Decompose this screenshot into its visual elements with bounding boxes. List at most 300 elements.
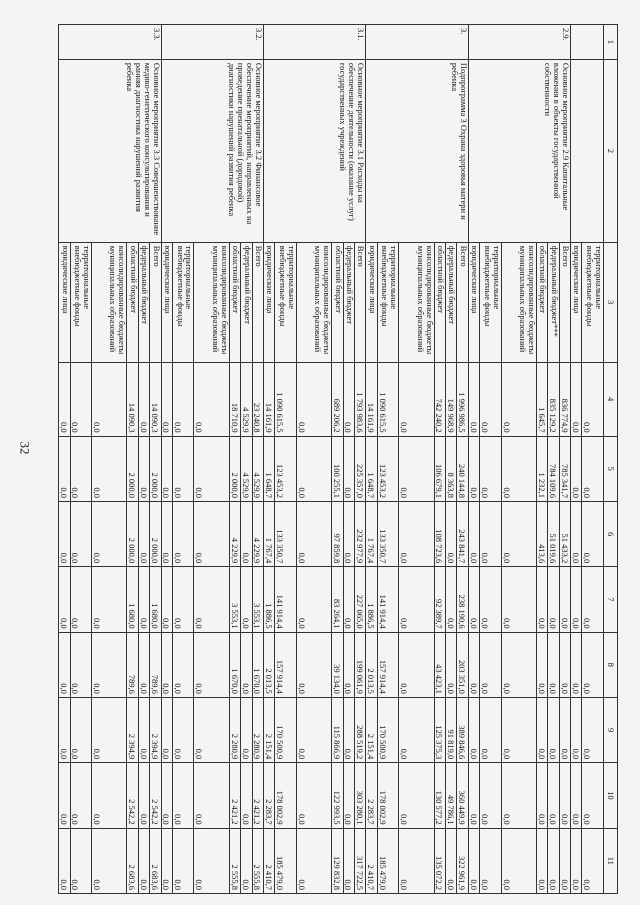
- funding-source: юридические лица: [366, 242, 377, 362]
- amount-cell: 178 002,9: [275, 763, 297, 828]
- amount-cell: 141 914,4: [377, 567, 399, 632]
- amount-cell: 0,0: [138, 436, 149, 501]
- funding-source: юридические лица: [468, 242, 479, 362]
- section-title: Основное мероприятие 2.9 Капитальные вложения в объекты государственной собственности: [468, 59, 570, 242]
- amount-cell: 238 190,6: [457, 567, 468, 632]
- funding-source: территориальные внебюджетные фонды: [582, 242, 604, 362]
- amount-cell: 0,0: [480, 632, 502, 697]
- amount-cell: 14 161,9: [263, 362, 274, 436]
- section-title: Подпрограмма 3 Охрана здоровья матери и ребенка: [366, 59, 468, 242]
- amount-cell: 0,0: [138, 632, 149, 697]
- amount-cell: 129 832,8: [332, 828, 343, 893]
- amount-cell: 0,0: [59, 828, 71, 893]
- funding-source: федеральный бюджет: [138, 242, 149, 362]
- funding-source: областной бюджет: [536, 242, 547, 362]
- amount-cell: 0,0: [161, 763, 172, 828]
- amount-cell: 360 449,9: [457, 763, 468, 828]
- amount-cell: 0,0: [501, 697, 536, 762]
- amount-cell: 0,0: [172, 632, 194, 697]
- amount-cell: 0,0: [582, 436, 604, 501]
- amount-cell: 0,0: [59, 501, 71, 566]
- amount-cell: 97 859,8: [332, 501, 343, 566]
- amount-cell: 0,0: [445, 567, 456, 632]
- amount-cell: 0,0: [161, 632, 172, 697]
- amount-cell: 2 421,2: [252, 763, 263, 828]
- section-number: 3.1.: [263, 25, 365, 60]
- funding-source: Всего: [150, 242, 161, 362]
- amount-cell: 1 886,5: [366, 567, 377, 632]
- amount-cell: 170 500,9: [275, 697, 297, 762]
- table-row: [150, 25, 161, 894]
- amount-cell: 0,0: [172, 436, 194, 501]
- amount-cell: 0,0: [343, 697, 354, 762]
- column-header: 5: [604, 436, 618, 501]
- amount-cell: 0,0: [582, 697, 604, 762]
- amount-cell: 0,0: [536, 567, 547, 632]
- amount-cell: 2 394,9: [150, 697, 161, 762]
- amount-cell: 0,0: [468, 763, 479, 828]
- amount-cell: 2 683,6: [150, 828, 161, 893]
- amount-cell: 0,0: [296, 567, 331, 632]
- section-number: 3.: [366, 25, 468, 60]
- amount-cell: 92 389,7: [434, 567, 445, 632]
- amount-cell: 178 002,9: [377, 763, 399, 828]
- amount-cell: 0,0: [138, 362, 149, 436]
- amount-cell: 1 232,1: [536, 436, 547, 501]
- amount-cell: 0,0: [194, 501, 229, 566]
- funding-source: территориальные внебюджетные фонды: [377, 242, 399, 362]
- amount-cell: 0,0: [480, 697, 502, 762]
- amount-cell: 2 394,9: [127, 697, 138, 762]
- amount-cell: 835 129,2: [548, 362, 559, 436]
- amount-cell: 91 819,0: [445, 697, 456, 762]
- amount-cell: 4 229,9: [252, 501, 263, 566]
- amount-cell: 0,0: [161, 567, 172, 632]
- amount-cell: 0,0: [559, 697, 570, 762]
- amount-cell: 0,0: [172, 501, 194, 566]
- amount-cell: 0,0: [399, 567, 434, 632]
- amount-cell: 0,0: [172, 828, 194, 893]
- amount-cell: 232 977,9: [354, 501, 365, 566]
- amount-cell: 0,0: [343, 567, 354, 632]
- funding-source: консолидированные бюджеты муниципальных образований: [296, 242, 331, 362]
- amount-cell: 0,0: [582, 828, 604, 893]
- amount-cell: 1 886,5: [263, 567, 274, 632]
- amount-cell: 0,0: [548, 828, 559, 893]
- amount-cell: 0,0: [501, 567, 536, 632]
- section-title: Основное мероприятие 3.2 Финансовое обеспечение мероприятий, направленных на проведение пренатальной (дородовой) диагностики нарушений развития ребенка: [161, 59, 263, 242]
- amount-cell: 2 542,2: [127, 763, 138, 828]
- amount-cell: 0,0: [161, 436, 172, 501]
- funding-source: федеральный бюджет: [445, 242, 456, 362]
- amount-cell: 1 680,0: [150, 567, 161, 632]
- amount-cell: 0,0: [59, 697, 71, 762]
- amount-cell: 2 000,0: [150, 436, 161, 501]
- funding-source: федеральный бюджет: [241, 242, 252, 362]
- amount-cell: 2 280,9: [229, 697, 240, 762]
- amount-cell: 108 723,6: [434, 501, 445, 566]
- amount-cell: 130 577,2: [434, 763, 445, 828]
- amount-cell: 288 519,2: [354, 697, 365, 762]
- amount-cell: 2 283,7: [263, 763, 274, 828]
- amount-cell: 0,0: [480, 362, 502, 436]
- amount-cell: 0,0: [399, 632, 434, 697]
- amount-cell: 0,0: [548, 567, 559, 632]
- amount-cell: 742 240,2: [434, 362, 445, 436]
- amount-cell: 14 090,3: [150, 362, 161, 436]
- amount-cell: 0,0: [296, 763, 331, 828]
- amount-cell: 785 341,7: [559, 436, 570, 501]
- amount-cell: 0,0: [343, 362, 354, 436]
- column-header: 9: [604, 697, 618, 762]
- amount-cell: 1 793 983,6: [354, 362, 365, 436]
- amount-cell: 0,0: [241, 763, 252, 828]
- amount-cell: 413,6: [536, 501, 547, 566]
- amount-cell: 2 000,0: [229, 436, 240, 501]
- funding-source: территориальные внебюджетные фонды: [70, 242, 92, 362]
- amount-cell: 0,0: [548, 632, 559, 697]
- amount-cell: 0,0: [70, 697, 92, 762]
- amount-cell: 0,0: [296, 697, 331, 762]
- funding-source: юридические лица: [161, 242, 172, 362]
- amount-cell: 0,0: [138, 567, 149, 632]
- funding-source: территориальные внебюджетные фонды: [480, 242, 502, 362]
- section-number: [571, 25, 604, 60]
- amount-cell: 0,0: [571, 828, 582, 893]
- table-row: [457, 25, 468, 894]
- funding-source: консолидированные бюджеты муниципальных образований: [501, 242, 536, 362]
- table-row: [559, 25, 570, 894]
- amount-cell: 2 283,7: [366, 763, 377, 828]
- amount-cell: 3 553,1: [252, 567, 263, 632]
- amount-cell: 1 090 615,5: [377, 362, 399, 436]
- funding-source: консолидированные бюджеты муниципальных образований: [194, 242, 229, 362]
- funding-source: областной бюджет: [229, 242, 240, 362]
- column-header: 1: [604, 25, 618, 60]
- amount-cell: 0,0: [343, 436, 354, 501]
- funding-source: Всего: [559, 242, 570, 362]
- amount-cell: 0,0: [559, 632, 570, 697]
- amount-cell: 0,0: [571, 763, 582, 828]
- amount-cell: 0,0: [70, 763, 92, 828]
- column-number-row: [604, 25, 618, 894]
- rotated-table-container: [58, 24, 618, 894]
- amount-cell: 0,0: [468, 501, 479, 566]
- amount-cell: 1 648,7: [263, 436, 274, 501]
- column-header: 6: [604, 501, 618, 566]
- amount-cell: 8 363,8: [445, 436, 456, 501]
- amount-cell: 3 553,1: [229, 567, 240, 632]
- amount-cell: 2 555,8: [229, 828, 240, 893]
- amount-cell: 0,0: [138, 763, 149, 828]
- amount-cell: 0,0: [241, 501, 252, 566]
- amount-cell: 4 529,9: [241, 362, 252, 436]
- amount-cell: 2 555,8: [252, 828, 263, 893]
- amount-cell: 14 090,3: [127, 362, 138, 436]
- amount-cell: 0,0: [70, 828, 92, 893]
- amount-cell: 2 013,5: [263, 632, 274, 697]
- amount-cell: 0,0: [161, 828, 172, 893]
- amount-cell: 0,0: [92, 567, 127, 632]
- amount-cell: 317 722,5: [354, 828, 365, 893]
- amount-cell: 0,0: [161, 362, 172, 436]
- amount-cell: 0,0: [468, 632, 479, 697]
- amount-cell: 0,0: [70, 501, 92, 566]
- amount-cell: 0,0: [501, 436, 536, 501]
- amount-cell: 0,0: [480, 763, 502, 828]
- amount-cell: 0,0: [559, 763, 570, 828]
- amount-cell: 0,0: [343, 763, 354, 828]
- amount-cell: 0,0: [582, 632, 604, 697]
- amount-cell: 0,0: [468, 362, 479, 436]
- amount-cell: 2 280,9: [252, 697, 263, 762]
- amount-cell: 185 479,0: [377, 828, 399, 893]
- amount-cell: 4 529,9: [241, 436, 252, 501]
- amount-cell: 0,0: [582, 501, 604, 566]
- amount-cell: 0,0: [571, 362, 582, 436]
- amount-cell: 1 767,4: [366, 501, 377, 566]
- amount-cell: 0,0: [92, 828, 127, 893]
- amount-cell: 0,0: [138, 501, 149, 566]
- amount-cell: 43 423,1: [434, 632, 445, 697]
- amount-cell: 0,0: [501, 763, 536, 828]
- amount-cell: 0,0: [241, 567, 252, 632]
- amount-cell: 1 090 615,5: [275, 362, 297, 436]
- amount-cell: 0,0: [241, 632, 252, 697]
- page-number: 32: [17, 441, 33, 455]
- funding-source: федеральный бюджет: [343, 242, 354, 362]
- funding-source: консолидированные бюджеты муниципальных образований: [399, 242, 434, 362]
- amount-cell: 0,0: [343, 828, 354, 893]
- amount-cell: 0,0: [468, 828, 479, 893]
- amount-cell: 4 529,9: [252, 436, 263, 501]
- amount-cell: 0,0: [194, 763, 229, 828]
- column-header: 11: [604, 828, 618, 893]
- amount-cell: 0,0: [571, 697, 582, 762]
- table-body: [59, 25, 604, 894]
- amount-cell: 51 433,2: [559, 501, 570, 566]
- amount-cell: 149 968,9: [445, 362, 456, 436]
- amount-cell: 2 421,2: [229, 763, 240, 828]
- amount-cell: 2 000,0: [150, 501, 161, 566]
- amount-cell: 0,0: [92, 763, 127, 828]
- amount-cell: 1 645,7: [536, 362, 547, 436]
- amount-cell: 185 479,0: [275, 828, 297, 893]
- amount-cell: 0,0: [59, 436, 71, 501]
- amount-cell: 0,0: [59, 763, 71, 828]
- amount-cell: 0,0: [172, 567, 194, 632]
- amount-cell: 243 841,7: [457, 501, 468, 566]
- amount-cell: 170 500,9: [377, 697, 399, 762]
- amount-cell: 0,0: [92, 362, 127, 436]
- amount-cell: 0,0: [296, 632, 331, 697]
- amount-cell: 122 993,5: [332, 763, 343, 828]
- amount-cell: 199 061,9: [354, 632, 365, 697]
- amount-cell: 0,0: [582, 362, 604, 436]
- amount-cell: 784 109,6: [548, 436, 559, 501]
- funding-source: юридические лица: [263, 242, 274, 362]
- amount-cell: 1 996 986,5: [457, 362, 468, 436]
- amount-cell: 0,0: [194, 436, 229, 501]
- funding-source: областной бюджет: [434, 242, 445, 362]
- column-header: 7: [604, 567, 618, 632]
- amount-cell: 1 670,0: [229, 632, 240, 697]
- column-header: 2: [604, 59, 618, 242]
- amount-cell: 125 375,3: [434, 697, 445, 762]
- amount-cell: 789,6: [150, 632, 161, 697]
- amount-cell: 39 134,0: [332, 632, 343, 697]
- amount-cell: 135 072,2: [434, 828, 445, 893]
- amount-cell: 0,0: [92, 697, 127, 762]
- amount-cell: 0,0: [536, 697, 547, 762]
- amount-cell: 133 350,7: [377, 501, 399, 566]
- amount-cell: 0,0: [92, 436, 127, 501]
- funding-source: областной бюджет: [332, 242, 343, 362]
- amount-cell: 157 914,4: [275, 632, 297, 697]
- amount-cell: 0,0: [571, 567, 582, 632]
- funding-source: территориальные внебюджетные фонды: [275, 242, 297, 362]
- section-number: 2.9.: [468, 25, 570, 60]
- amount-cell: 0,0: [172, 697, 194, 762]
- amount-cell: 0,0: [138, 828, 149, 893]
- amount-cell: 2 683,6: [127, 828, 138, 893]
- amount-cell: 18 710,9: [229, 362, 240, 436]
- amount-cell: 0,0: [194, 567, 229, 632]
- funding-source: консолидированные бюджеты муниципальных образований: [92, 242, 127, 362]
- amount-cell: 49 786,1: [445, 763, 456, 828]
- amount-cell: 1 670,0: [252, 632, 263, 697]
- amount-cell: 203 351,0: [457, 632, 468, 697]
- amount-cell: 0,0: [501, 362, 536, 436]
- amount-cell: 133 350,7: [275, 501, 297, 566]
- amount-cell: 123 453,2: [377, 436, 399, 501]
- amount-cell: 1 767,4: [263, 501, 274, 566]
- amount-cell: 0,0: [241, 828, 252, 893]
- amount-cell: 0,0: [92, 501, 127, 566]
- amount-cell: 1 648,7: [366, 436, 377, 501]
- column-header: 3: [604, 242, 618, 362]
- amount-cell: 303 280,1: [354, 763, 365, 828]
- amount-cell: 4 229,9: [229, 501, 240, 566]
- amount-cell: 0,0: [161, 501, 172, 566]
- amount-cell: 0,0: [536, 632, 547, 697]
- amount-cell: 2 542,2: [150, 763, 161, 828]
- amount-cell: 0,0: [582, 567, 604, 632]
- funding-source: федеральный бюджет***: [548, 242, 559, 362]
- amount-cell: 123 453,2: [275, 436, 297, 501]
- amount-cell: 0,0: [399, 828, 434, 893]
- amount-cell: 0,0: [559, 828, 570, 893]
- amount-cell: 0,0: [399, 697, 434, 762]
- amount-cell: 0,0: [399, 436, 434, 501]
- amount-cell: 141 914,4: [275, 567, 297, 632]
- funding-source: областной бюджет: [127, 242, 138, 362]
- column-header: 8: [604, 632, 618, 697]
- funding-source: Всего: [457, 242, 468, 362]
- amount-cell: 322 961,9: [457, 828, 468, 893]
- amount-cell: 0,0: [501, 501, 536, 566]
- amount-cell: 115 866,9: [332, 697, 343, 762]
- amount-cell: 389 846,6: [457, 697, 468, 762]
- amount-cell: 83 264,1: [332, 567, 343, 632]
- amount-cell: 51 019,6: [548, 501, 559, 566]
- amount-cell: 0,0: [70, 436, 92, 501]
- amount-cell: 0,0: [399, 362, 434, 436]
- section-number: 3.2.: [161, 25, 263, 60]
- amount-cell: 689 206,2: [332, 362, 343, 436]
- amount-cell: 0,0: [161, 697, 172, 762]
- funding-source: территориальные внебюджетные фонды: [172, 242, 194, 362]
- amount-cell: 0,0: [296, 436, 331, 501]
- funding-source: юридические лица: [571, 242, 582, 362]
- amount-cell: 789,6: [127, 632, 138, 697]
- column-header: 10: [604, 763, 618, 828]
- amount-cell: 0,0: [571, 632, 582, 697]
- amount-cell: 0,0: [445, 632, 456, 697]
- amount-cell: 14 161,9: [366, 362, 377, 436]
- amount-cell: 0,0: [582, 763, 604, 828]
- section-title: Основное мероприятие 3.1 Расходы на обеспечение деятельности (оказание услуг) государственных учреждений: [263, 59, 365, 242]
- amount-cell: 0,0: [445, 501, 456, 566]
- amount-cell: 0,0: [501, 632, 536, 697]
- amount-cell: 23 240,8: [252, 362, 263, 436]
- amount-cell: 0,0: [194, 828, 229, 893]
- amount-cell: 1 680,0: [127, 567, 138, 632]
- amount-cell: 0,0: [559, 567, 570, 632]
- amount-cell: 225 357,0: [354, 436, 365, 501]
- amount-cell: 0,0: [501, 828, 536, 893]
- amount-cell: 0,0: [296, 362, 331, 436]
- amount-cell: 0,0: [70, 567, 92, 632]
- amount-cell: 0,0: [468, 697, 479, 762]
- amount-cell: 100 255,1: [332, 436, 343, 501]
- amount-cell: 0,0: [59, 567, 71, 632]
- amount-cell: 2 410,7: [366, 828, 377, 893]
- amount-cell: 240 144,8: [457, 436, 468, 501]
- amount-cell: 0,0: [194, 362, 229, 436]
- amount-cell: 0,0: [172, 763, 194, 828]
- amount-cell: 0,0: [480, 501, 502, 566]
- amount-cell: 0,0: [343, 501, 354, 566]
- amount-cell: 0,0: [399, 763, 434, 828]
- amount-cell: 0,0: [138, 697, 149, 762]
- amount-cell: 0,0: [548, 763, 559, 828]
- amount-cell: 836 774,9: [559, 362, 570, 436]
- amount-cell: 0,0: [343, 632, 354, 697]
- amount-cell: 0,0: [445, 828, 456, 893]
- budget-table: [58, 24, 618, 894]
- table-row: [354, 25, 365, 894]
- amount-cell: 0,0: [536, 763, 547, 828]
- table-row: [252, 25, 263, 894]
- amount-cell: 0,0: [571, 436, 582, 501]
- amount-cell: 0,0: [194, 632, 229, 697]
- amount-cell: 2 410,7: [263, 828, 274, 893]
- amount-cell: 0,0: [59, 362, 71, 436]
- amount-cell: 227 065,0: [354, 567, 365, 632]
- amount-cell: 0,0: [548, 697, 559, 762]
- amount-cell: 106 679,1: [434, 436, 445, 501]
- amount-cell: 0,0: [296, 501, 331, 566]
- funding-source: юридические лица: [59, 242, 71, 362]
- amount-cell: 0,0: [571, 501, 582, 566]
- amount-cell: 0,0: [70, 362, 92, 436]
- amount-cell: 0,0: [480, 436, 502, 501]
- amount-cell: 0,0: [241, 697, 252, 762]
- amount-cell: 2 013,5: [366, 632, 377, 697]
- section-title: [571, 59, 604, 242]
- amount-cell: 0,0: [296, 828, 331, 893]
